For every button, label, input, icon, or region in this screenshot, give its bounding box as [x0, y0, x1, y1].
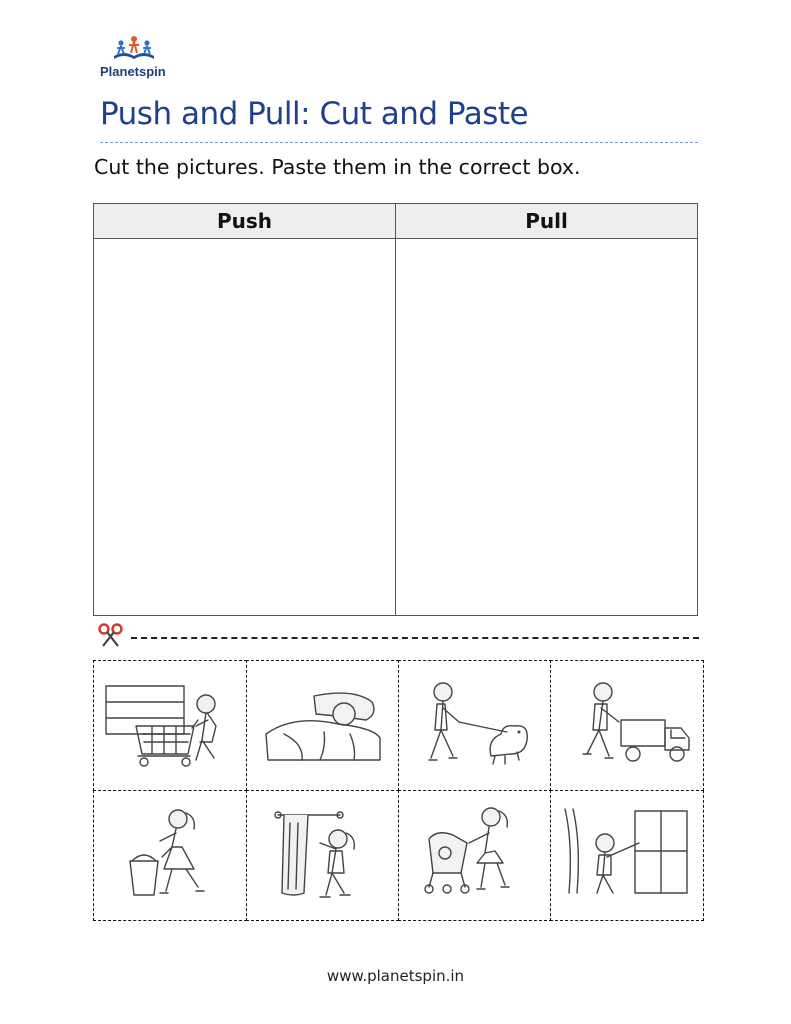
- girl-lifting-bucket-icon: [102, 803, 238, 907]
- child-sleeping-with-blanket-icon: [254, 674, 390, 778]
- picture-card[interactable]: [246, 660, 400, 791]
- footer-website[interactable]: www.planetspin.in: [326, 967, 465, 985]
- push-column-header: Push: [94, 204, 396, 239]
- boy-walking-dog-on-leash-icon: [407, 674, 543, 778]
- picture-card[interactable]: [246, 790, 400, 921]
- picture-card[interactable]: [93, 660, 247, 791]
- cut-line: [97, 622, 699, 648]
- instructions-text: Cut the pictures. Paste them in the correct box.: [94, 155, 581, 179]
- boy-pushing-toy-truck-icon: [559, 674, 695, 778]
- planetspin-logo: [100, 34, 172, 79]
- scissors-icon: [97, 622, 125, 648]
- push-pull-sorting-table: [93, 203, 698, 616]
- boy-opening-window-icon: [559, 803, 695, 907]
- title-divider: [100, 142, 698, 143]
- picture-card[interactable]: [93, 790, 247, 921]
- picture-card[interactable]: [398, 790, 552, 921]
- picture-card[interactable]: [550, 790, 704, 921]
- pull-column-header: Pull: [396, 204, 698, 239]
- dashed-cut-guide: [131, 637, 699, 639]
- picture-card[interactable]: [398, 660, 552, 791]
- girl-pulling-towel-icon: [254, 803, 390, 907]
- open-book-figures-logo-icon: [112, 34, 156, 62]
- push-paste-area[interactable]: [94, 239, 396, 616]
- page-title: Push and Pull: Cut and Paste: [100, 96, 529, 132]
- picture-cards: [94, 661, 703, 920]
- picture-card[interactable]: [550, 660, 704, 791]
- boy-pushing-shopping-cart-icon: [102, 674, 238, 778]
- girl-pushing-stroller-icon: [407, 803, 543, 907]
- logo-brand-name: Planetspin: [100, 64, 166, 79]
- pull-paste-area[interactable]: [396, 239, 698, 616]
